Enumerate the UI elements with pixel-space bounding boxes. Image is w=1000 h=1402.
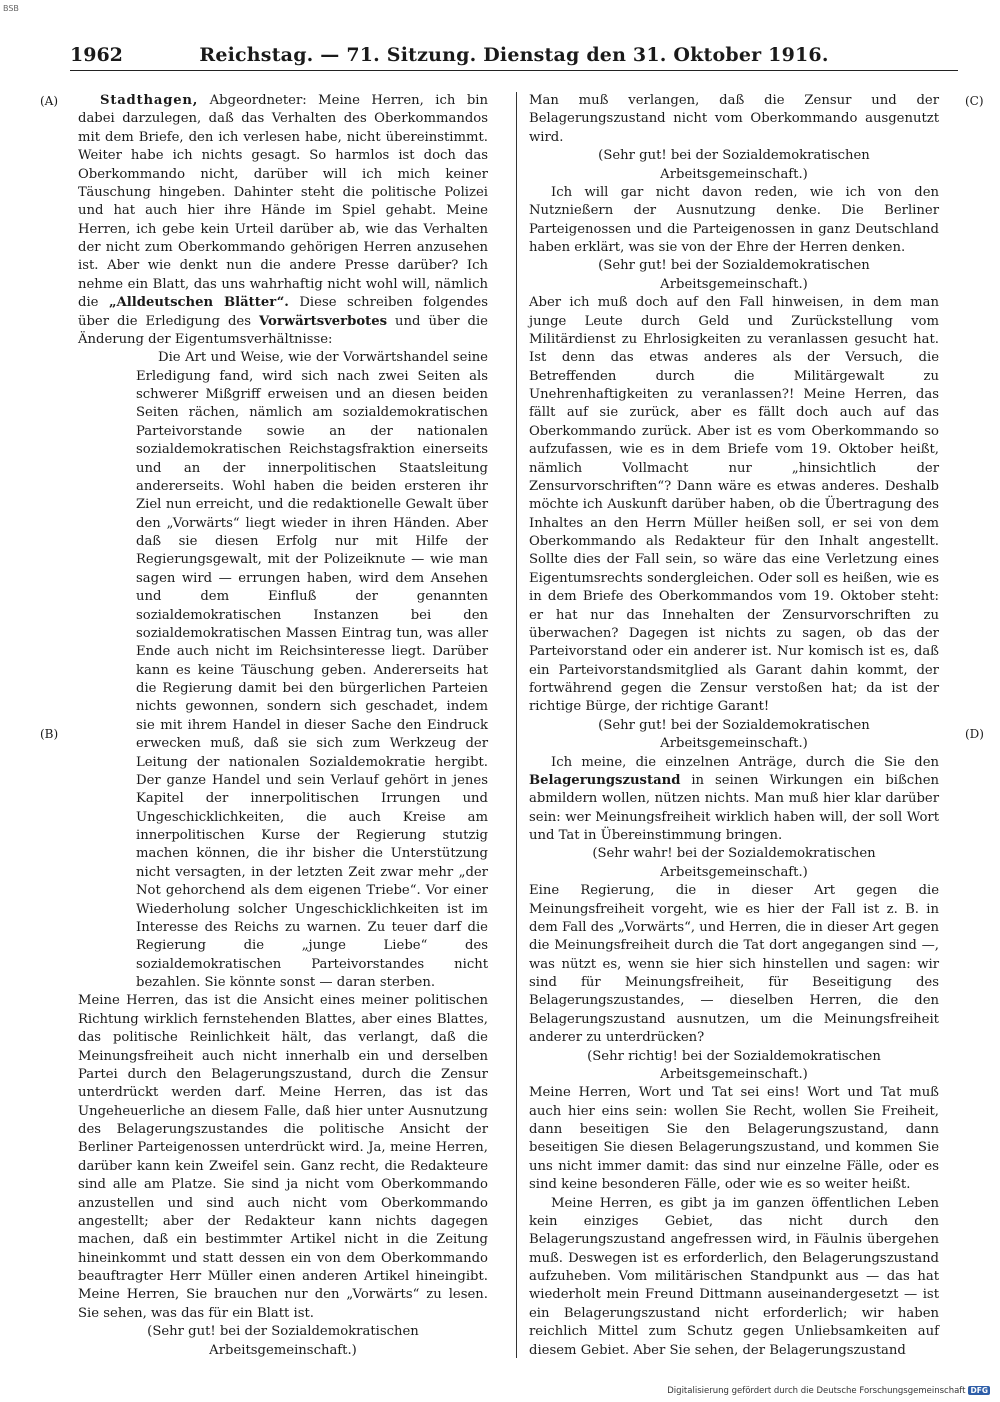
applause-note: (Sehr gut! bei der Sozialdemokratischen Arbeitsgemeinschaft.): [598, 148, 870, 182]
quoted-passage: Die Art und Weise, wie der Vorwärtshandel seine Erledigung fand, wird sich nach zwei Seiten als schwerer Mißgriff erweisen und an diesen beiden Seiten rächen, nämlich am sozialdemokratischen Parteivorstande sowie an der nationalen sozialdemokratischen Reichstagsfraktion einerseits und an der innerpolitischen Staatsleitung andererseits. Wohl haben die beiden ersteren ihr Ziel nun erreicht, und die redaktionelle Gewalt über den „Vorwärts“ liegt wieder in ihren Händen. Aber daß sie diesen Erfolg nur mit Hilfe der Regierungsgewalt, mit der Polizeiknute — wie man sagen wird — errungen haben, wird dem Ansehen und dem Einfluß der genannten sozialdemokratischen Instanzen bei den sozialdemokratischen Massen Eintrag tun, was aller Ende auch nicht im Reichsinteresse liegt. Darüber kann es keine Täuschung geben. Andererseits hat die Regierung damit bei den bürgerlichen Parteien nichts gewonnen, sondern sich geschadet, indem sie mit ihrem Handel in dieser Sache den Eindruck erwecken muß, daß sie sich zum Werkzeug der Leitung der nationalen Sozialdemokratie hergibt. Der ganze Handel und sein Verlauf gehört in jenes Kapitel der innerpolitischen Irrungen und Ungeschicklichkeiten, die auch Kreise am innerpolitischen Kurse der Regierung stutzig machen können, die ihr bisher die Unterstützung nicht versagten, in der letzten Zeit zwar mehr „der Not gehorchend als dem eigenen Triebe“. Vor einer Wiederholung solcher Ungeschicklichkeiten ist im Interesse des Reichs zu warnen. Zu teuer darf die Regierung die „junge Liebe“ des sozialdemokratischen Parteivorstandes nicht bezahlen. Sie könnte sonst — daran sterben.: [136, 350, 488, 990]
speech-paragraph: Stadthagen, Abgeordneter: Meine Herren, ich bin dabei darzulegen, daß das Verhalten des Oberkommandos mit dem Briefe, den ich verlesen habe, nicht übereinstimmt. Weiter habe ich nichts gesagt. So harmlos ist doch das Oberkommando nicht, darüber will ich mich keiner Täuschung hingeben. Dahinter steht die politische Polizei und hat auch hier ihre Hände im Spiel gehabt. Meine Herren, ich gebe kein Urteil darüber ab, wie das Verhalten der nicht zum Oberkommando gehörigen Herren anzusehen ist. Aber wie denkt nun die andere Presse darüber? Ich nehme ein Blatt, das uns wahrhaftig nicht wohl will, nämlich die „Alldeutschen Blätter“. Diese schreiben folgendes über die Erledigung des Vorwärtsverbotes und über die Änderung der Eigentumsverhältnisse:: [78, 93, 489, 347]
header-rule: [70, 70, 958, 71]
dfg-logo: DFG: [970, 1386, 988, 1395]
speech-paragraph: Ich will gar nicht davon reden, wie ich von den Nutznießern der Ausnutzung denke. Die Berliner Parteigenossen und die Parteigenossen in ganz Deutschland haben erklärt, was sie von der Ehre der Herren denken.: [529, 184, 939, 255]
right-column: [529, 92, 939, 1360]
speech-paragraph: Ich meine, die einzelnen Anträge, durch die Sie den Belagerungszustand in seinen Wirkungen ein bißchen abmildern wollen, nützen nichts. Man muß hier klar darüber sein: wer Meinungsfreiheit wirklich haben will, der soll Wort und Tat in Übereinstimmung bringen.: [529, 754, 939, 843]
left-column: [78, 92, 488, 1360]
emphasis: „Alldeutschen Blätter“.: [108, 295, 289, 311]
applause-note: (Sehr wahr! bei der Sozialdemokratischen Arbeitsgemeinschaft.): [592, 846, 876, 880]
speech-paragraph: Eine Regierung, die in dieser Art gegen die Meinungsfreiheit vorgeht, wie es hier der Fall ist z. B. in dem Fall des „Vorwärts“, und Herren, die in dieser Art gegen die Meinungsfreiheit durch die Tat dort angegangen sind —, was nützt es, wenn sie hier sich hinstellen und sagen: wir sind für Meinungsfreiheit, für Beseitigung des Belagerungszustandes, — dieselben Herren, die den Belagerungszustand ausnutzen, um die Meinungsfreiheit anderer zu unterdrücken?: [529, 883, 939, 1046]
speaker-name: Stadthagen,: [100, 93, 199, 108]
applause-note: (Sehr gut! bei der Sozialdemokratischen Arbeitsgemeinschaft.): [147, 1324, 419, 1358]
applause-note: (Sehr richtig! bei der Sozialdemokratischen Arbeitsgemeinschaft.): [587, 1048, 881, 1082]
speech-paragraph: Aber ich muß doch auf den Fall hinweisen, in dem man junge Leute durch Geld und Zurückstellung vom Militärdienst zu Ehrlosigkeiten zu veranlassen gesucht hat. Ist denn das etwas anderes als der Versuch, die Betreffenden durch die Militärgewalt zu Unehrenhaftigkeiten zu veranlassen?! Meine Herren, das fällt auf sie zurück, aber es fällt doch auch auf das Oberkommando zurück. Aber ist es vom Oberkommando so aufzufassen, wie es in dem Briefe vom 19. Oktober heißt, nämlich Vollmacht nur „hinsichtlich der Zensurvorschriften“? Dann wäre es etwas anderes. Deshalb möchte ich Auskunft darüber haben, ob die Übertragung des Inhaltes an den Herrn Müller heißen soll, er sei von dem Oberkommando als Redakteur für den Inhalt angestellt. Sollte dies der Fall sein, so wäre das eine Verletzung eines Eigentumsrechts sondergleichen. Oder soll es heißen, wie es in dem Briefe des Oberkommandos vom 19. Oktober steht: er hat nur das Innehalten der Zensurvorschriften zu überwachen? Dagegen ist nichts zu sagen, ob das der Parteivorstand oder ein anderer ist. Nur komisch ist es, daß ein Parteivorstandsmitglied als Garant dahin kommt, der fortwährend gegen die Zensur verstoßen hat; da ist der richtige Bürge, der richtige Garant!: [529, 295, 939, 715]
column-divider: [516, 92, 517, 1358]
speech-paragraph: Meine Herren, das ist die Ansicht eines meiner politischen Richtung wirklich fernstehenden Blattes, aber eines Blattes, das politische Reinlichkeit hält, das verlangt, daß die Meinungsfreiheit auch nicht innerhalb ein und derselben Partei durch den Belagerungszustand, durch die Zensur unterdrückt werden darf. Meine Herren, das ist das Ungeheuerliche an diesem Falle, daß hier unter Ausnutzung des Belagerungszustandes die politische Ansicht der Berliner Parteigenossen unterdrückt wird. Ja, meine Herren, darüber kann kein Zweifel sein. Ganz recht, die Redakteure sind alle am Platze. Sie sind ja nicht vom Oberkommando anzustellen und sind auch nicht vom Oberkommando angestellt; aber der Redakteur kann nichts dagegen machen, daß ein bestimmter Artikel nicht in die Zeitung hineinkommt und statt dessen ein von dem Oberkommando beauftragter Herr Müller einen anderen Artikel hineingibt. Meine Herren, Sie brauchen nur den „Vorwärts“ zu lesen. Sie sehen, was das für ein Blatt ist.: [78, 993, 488, 1321]
footer: [667, 1386, 990, 1396]
page-header: [70, 44, 958, 72]
applause-note: (Sehr gut! bei der Sozialdemokratischen Arbeitsgemeinschaft.): [598, 717, 870, 752]
margin-marker-d: (D): [965, 727, 984, 741]
applause-note: (Sehr gut! bei der Sozialdemokratischen Arbeitsgemeinschaft.): [598, 258, 870, 292]
running-head: Reichstag. — 71. Sitzung. Dienstag den 31. Oktober 1916.: [199, 44, 829, 66]
page-number: 1962: [70, 44, 123, 66]
speech-paragraph: Meine Herren, es gibt ja im ganzen öffentlichen Leben kein einziges Gebiet, das nicht durch den Belagerungszustand angefressen wird, in Fäulnis übergehen muß. Deswegen ist es erforderlich, den Belagerungszustand aufzuheben. Vom militärischen Standpunkt aus — das hat wiederholt mein Freund Dittmann auseinandergesetzt — ist ein Belagerungszustand nicht erforderlich; wir haben reichlich Mittel zum Schutz gegen Unliebsamkeiten auf diesem Gebiet. Aber Sie sehen, der Belagerungszustand: [529, 1195, 939, 1358]
margin-marker-c: (C): [965, 94, 984, 108]
emphasis: Vorwärtsverbotes: [259, 313, 388, 329]
margin-marker-b: (B): [40, 727, 59, 741]
speech-paragraph: Man muß verlangen, daß die Zensur und der Belagerungszustand nicht vom Oberkommando ausgenutzt wird.: [529, 93, 939, 145]
footer-text: Digitalisierung gefördert durch die Deutsche Forschungsgemeinschaft: [667, 1386, 966, 1396]
speech-paragraph: Meine Herren, Wort und Tat sei eins! Wort und Tat muß auch hier eins sein: wollen Sie Recht, wollen Sie Freiheit, dann beseitigen Sie den Belagerungszustand, dann beseitigen Sie diesen Belagerungszustand, und kommen Sie uns nicht immer damit: das sind nur einzelne Fälle, oder es sind keine besonderen Fälle, oder wie es so weiter heißt.: [529, 1085, 939, 1193]
margin-marker-a: (A): [40, 94, 59, 108]
emphasis: Belagerungszustand: [529, 772, 681, 788]
library-mark: BSB: [3, 4, 19, 13]
